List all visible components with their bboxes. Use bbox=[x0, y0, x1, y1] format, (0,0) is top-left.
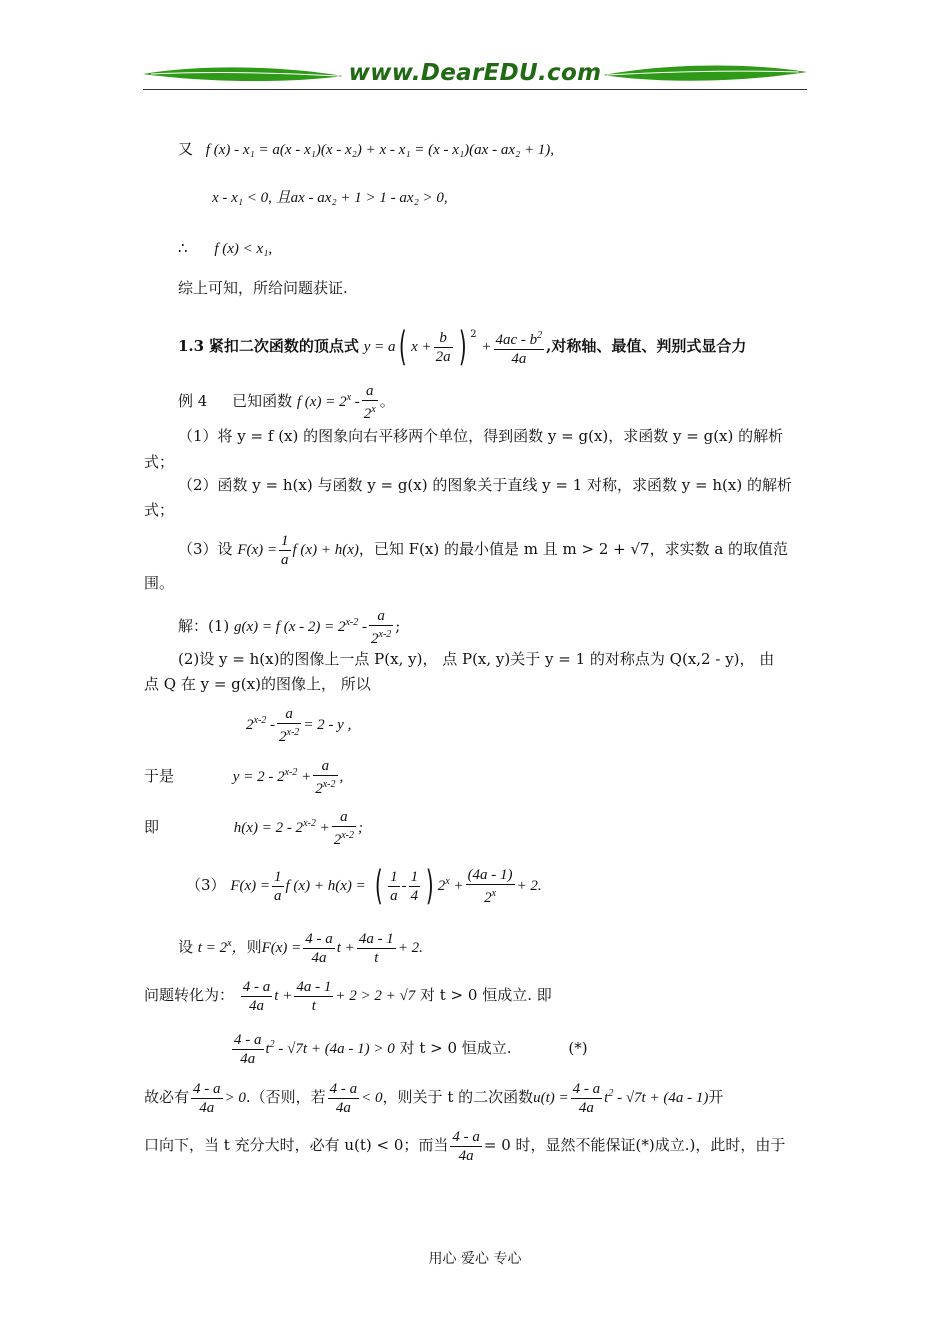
ji-label: 即 bbox=[144, 818, 160, 836]
question-1-cont: 式； bbox=[144, 453, 175, 471]
she-label: 设 bbox=[178, 938, 194, 956]
proof-line-3 bbox=[178, 238, 272, 259]
discussion-line-2: 口向下，当 t 充分大时，必有 u(t) < 0；而当 $\frac{4 - a}{4a}$ = 0 时，显然不能保证(*)成立.)，此时，由于 bbox=[144, 1128, 786, 1164]
wenti-tail: 对 t > 0 恒成立. 即 bbox=[419, 986, 552, 1004]
math-conclusion: f (x) < x₁, bbox=[214, 241, 273, 257]
solution-1: 解：(1) g(x) = f $(x - 2) = 2^{x-2}$ - $\frac{a}{2^{x-2}}$ ; bbox=[178, 607, 401, 647]
q3-prefix: （3）设 bbox=[178, 540, 233, 558]
example-4: 例 4 已知函数 f $(x) = 2^x$ - $\frac{a}{2^x}$ 。 bbox=[178, 382, 395, 422]
solution-2-cont: 点 Q 在 y = g(x)的图像上， 所以 bbox=[144, 675, 371, 693]
math-inequality-2: x - x₁ < 0, 且ax - ax₂ + 1 > 1 - ax₂ > 0, bbox=[212, 190, 448, 206]
header-rule bbox=[143, 89, 807, 90]
page-footer: 用心 爱心 专心 bbox=[428, 1251, 522, 1267]
gu-b: .（否则，若 bbox=[245, 1088, 326, 1106]
wenti-label: 问题转化为： bbox=[144, 986, 235, 1004]
gu-d: 开 bbox=[708, 1088, 724, 1106]
equation-substitute: 2$^{x-2}$ - $\frac{a}{2^{x-2}}$ = 2 - y , bbox=[246, 706, 352, 746]
section-title-part2: ,对称轴、最值、判别式显合力 bbox=[546, 337, 747, 355]
equation-set-t: 设 $t = 2^x$，则F(x) = $\frac{4 - a}{4a}$ t + $\frac{4a - 1}{t}$ + 2. bbox=[178, 930, 423, 966]
proof-line-1 bbox=[178, 139, 554, 160]
question-1: （1）将 y = f (x) 的图象向右平移两个单位，得到函数 y = g(x)，求函数 y = g(x) 的解析 bbox=[178, 427, 784, 445]
solution-2: (2)设 y = h(x)的图像上一点 P(x, y)， 点 P(x, y)关于 y = 1 的对称点为 Q(x,2 - y)， 由 bbox=[178, 650, 775, 668]
section-number: 1.3 bbox=[178, 337, 205, 355]
q3-text: ，已知 F(x) 的最小值是 m 且 m > 2 + √7，求实数 a 的取值范 bbox=[358, 540, 789, 558]
star-mark: (*) bbox=[568, 1039, 588, 1057]
question-2: （2）函数 y = h(x) 与函数 y = g(x) 的图象关于直线 y = 1 对称，求函数 y = h(x) 的解析 bbox=[178, 476, 792, 494]
solution-label: 解：(1) bbox=[178, 617, 230, 635]
star-tail: 对 t > 0 恒成立. bbox=[399, 1039, 512, 1057]
example-text: 已知函数 bbox=[232, 392, 293, 410]
question-3-cont: 围。 bbox=[144, 574, 175, 592]
last-b: = 0 时，显然不能保证(*)成立.)，此时，由于 bbox=[483, 1136, 786, 1154]
example-label: 例 4 bbox=[178, 392, 208, 410]
discussion-line-1: 故必有 $\frac{4 - a}{4a}$ > 0.（否则，若 $\frac{4 - a}{4a}$ < 0，则关于 t 的二次函数u(t) = $\frac{4 - a}{4a}$ $t^2 - √7t + (4a - 1)$开 bbox=[144, 1080, 724, 1116]
math-equation-1: f (x) - x₁ = a(x - x₁)(x - x₂) + x - x₁ = (x - x₁)(ax - ax₂ + 1), bbox=[205, 142, 555, 158]
question-3: （3）设 F(x) = $\frac{1}{a}$ f (x) + h(x)，已知 F(x) 的最小值是 m 且 m > 2 + √7，求实数 a 的取值范 bbox=[178, 532, 789, 568]
equation-yushi: 于是 $y = 2 - 2^{x-2}$ + $\frac{a}{2^{x-2}}$ , bbox=[144, 757, 344, 797]
section-heading: 1.3 紧扣二次函数的顶点式 y = a( x + $\frac{b}{2a}$ ) $^2$ + $\frac{4ac - b^2}{4a}$ ,对称轴、最值、判别式显合力 bbox=[178, 324, 747, 370]
part3-label: （3） bbox=[186, 876, 226, 894]
conclusion-text: 综上可知，所给问题获证. bbox=[178, 279, 348, 297]
question-2-cont: 式； bbox=[144, 501, 175, 519]
equation-ji: 即 $h(x) = 2 - 2^{x-2}$ + $\frac{a}{2^{x-2}}$ ; bbox=[144, 808, 363, 848]
site-header-banner bbox=[143, 62, 807, 92]
yushi-label: 于是 bbox=[144, 767, 175, 785]
site-logo-text: www.DearEDU.com bbox=[348, 60, 602, 86]
therefore-symbol: ∴ bbox=[178, 239, 188, 257]
problem-transform: 问题转化为： $\frac{4 - a}{4a}$ t + $\frac{4a - 1}{t}$ + 2 > 2 + √7 对 t > 0 恒成立. 即 bbox=[144, 978, 552, 1014]
section-title-part1: 紧扣二次函数的顶点式 bbox=[208, 337, 359, 355]
text-you: 又 bbox=[178, 140, 194, 158]
equation-part3: （3） F(x) = $\frac{1}{a}$ f (x) + h(x) = ( $\frac{1}{a}$ - $\frac{1}{4}$ ) $2^x$ + $\frac{(4a - 1)}{2^x}$ + 2. bbox=[186, 863, 542, 909]
last-a: 口向下，当 t 充分大时，必有 u(t) < 0；而当 bbox=[144, 1136, 449, 1154]
gu-label: 故必有 bbox=[144, 1088, 190, 1106]
gu-c: ，则关于 t 的二次函数 bbox=[382, 1088, 534, 1106]
equation-star: $\frac{4 - a}{4a}$ $t^2 - √7t + (4a - 1) > 0$ 对 t > 0 恒成立. (*) bbox=[234, 1031, 588, 1067]
